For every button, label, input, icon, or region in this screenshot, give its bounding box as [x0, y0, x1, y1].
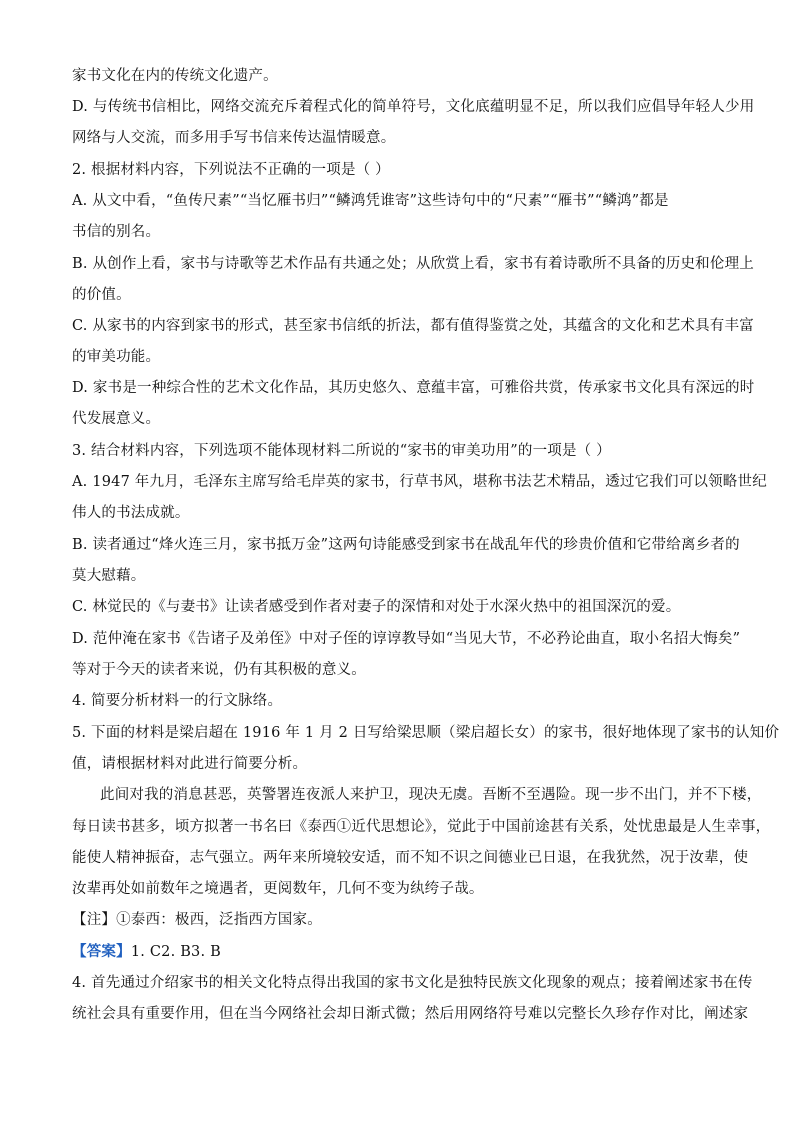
text-line: 莫大慰藉。: [72, 568, 146, 584]
question-3: 3. 结合材料内容，下列选项不能体现材料二所说的“家书的审美功用”的一项是（ ）: [72, 443, 611, 459]
letter-line: 每日读书甚多，顷方拟著一书名曰《泰西①近代思想论》，觉此于中国前途甚有关系，处忧患最是人生幸事，: [72, 819, 771, 835]
text-line: 代发展意义。: [72, 411, 161, 427]
text-line: 值，请根据材料对此进行简要分析。: [72, 756, 308, 772]
explanation-line: 统社会具有重要作用，但在当今网络社会却日渐式微；然后用网络符号难以完整长久珍存作对比，阐述家: [72, 1006, 749, 1022]
text-line: 书信的别名。: [72, 224, 161, 240]
option-c-line: C. 林觉民的《与妻书》让读者感受到作者对妻子的深情和对处于水深火热中的祖国深沉的爱。: [72, 599, 681, 615]
explanation-line: 4. 首先通过介绍家书的相关文化特点得出我国的家书文化是独特民族文化现象的观点；接着阐述家书在传: [72, 975, 753, 991]
option-a-line: A. 从文中看，“鱼传尺素”“当忆雁书归”“鳞鸿凭谁寄”这些诗句中的“尺素”“雁书”“鳞鸿”都是: [72, 193, 669, 209]
note-line: 【注】①泰西：极西，泛指西方国家。: [72, 912, 322, 928]
option-d-line: D. 与传统书信相比，网络交流充斥着程式化的简单符号，文化底蕴明显不足，所以我们应倡导年轻人少用: [72, 99, 755, 115]
text-line: 的审美功能。: [72, 349, 161, 365]
option-b-line: B. 读者通过“烽火连三月，家书抵万金”这两句诗能感受到家书在战乱年代的珍贵价值和它带给离乡者的: [72, 537, 740, 553]
letter-line: 汝辈再处如前数年之境遇者，更阅数年，几何不变为纨绔子哉。: [72, 881, 484, 897]
text-line: 网络与人交流，而多用手写书信来传达温情暖意。: [72, 130, 396, 146]
option-b-line: B. 从创作上看，家书与诗歌等艺术作品有共通之处；从欣赏上看，家书有着诗歌所不具备的历史和伦理上: [72, 256, 754, 272]
option-d-line: D. 家书是一种综合性的艺术文化作品，其历史悠久、意蕴丰富，可雅俗共赏，传承家书文化具有深远的时: [72, 380, 755, 396]
letter-paragraph: 此间对我的消息甚恶，英警署连夜派人来护卫，现决无虞。吾断不至遇险。现一步不出门，并不下楼，: [100, 787, 762, 803]
question-5: 5. 下面的材料是梁启超在 1916 年 1 月 2 日写给梁思顺（梁启超长女）的家书，很好地体现了家书的认知价: [72, 725, 780, 741]
text-line: 家书文化在内的传统文化遗产。: [72, 68, 278, 84]
text-line: 的价值。: [72, 287, 131, 303]
option-d-line: D. 范仲淹在家书《告诸子及弟侄》中对子侄的谆谆教导如“当见大节，不必矜论曲直，取小名招大悔矣”: [72, 631, 741, 647]
letter-line: 能使人精神振奋，志气强立。两年来所境较安适，而不知不识之间德业已日退，在我犹然，况于汝辈，使: [72, 850, 749, 866]
option-a-line: A. 1947 年九月，毛泽东主席写给毛岸英的家书，行草书风，堪称书法艺术精品，透过它我们可以领略世纪: [72, 474, 767, 490]
option-c-line: C. 从家书的内容到家书的形式，甚至家书信纸的折法，都有值得鉴赏之处，其蕴含的文化和艺术具有丰富: [72, 318, 754, 334]
question-2: 2. 根据材料内容，下列说法不正确的一项是（ ）: [72, 162, 390, 178]
text-line: 伟人的书法成就。: [72, 505, 190, 521]
answer-label: 【答案】: [72, 943, 131, 960]
question-4: 4. 简要分析材料一的行文脉络。: [72, 693, 283, 709]
answer-values: 1. C2. B3. B: [130, 944, 221, 960]
answer-line: [72, 942, 724, 962]
text-line: 等对于今天的读者来说，仍有其积极的意义。: [72, 662, 366, 678]
